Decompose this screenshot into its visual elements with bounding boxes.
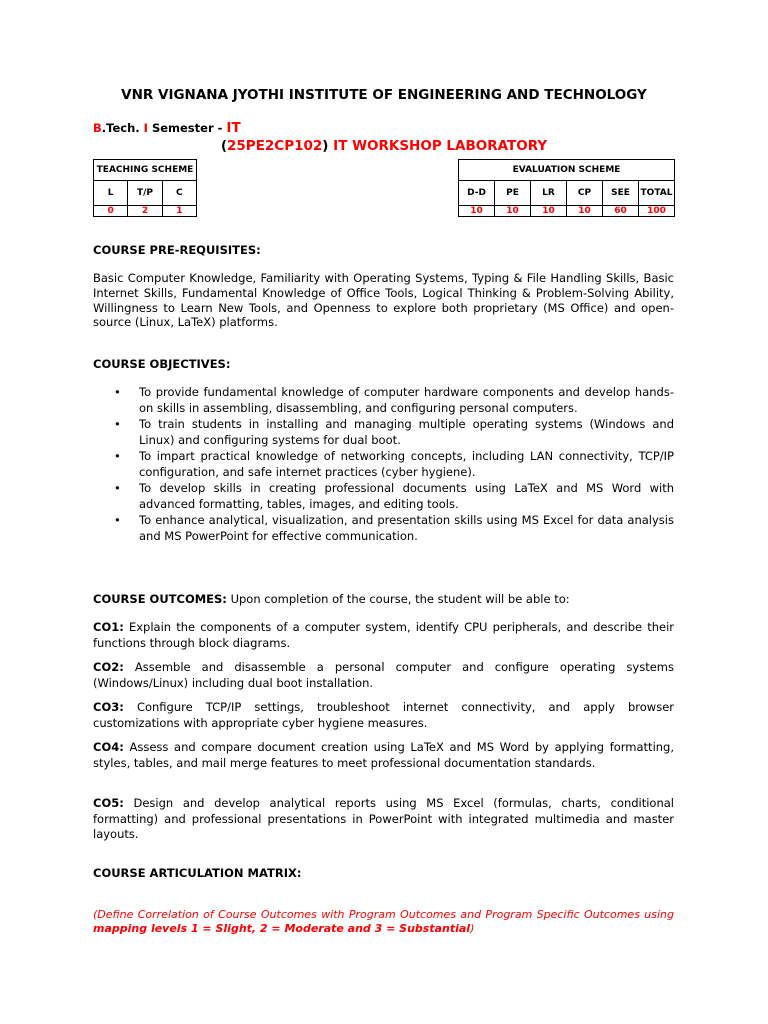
eval-col-total: TOTAL bbox=[639, 181, 675, 206]
outcomes-intro: Upon completion of the course, the student will be able to: bbox=[230, 592, 570, 606]
teaching-val-l: 0 bbox=[94, 206, 128, 217]
bullet-icon: • bbox=[114, 481, 121, 495]
teaching-scheme-table bbox=[93, 159, 197, 217]
articulation-note-levels: mapping levels 1 = Slight, 2 = Moderate and 3 = Substantial bbox=[93, 921, 471, 935]
eval-val-lr: 10 bbox=[531, 206, 567, 217]
evaluation-scheme-table bbox=[458, 159, 675, 217]
outcome-label: CO4: bbox=[93, 740, 124, 754]
course-name: IT WORKSHOP LABORATORY bbox=[333, 138, 548, 154]
objective-text: To impart practical knowledge of networking concepts, including LAN connectivity, TCP/IP configuration, and safe internet practices (cyber hygiene). bbox=[139, 449, 674, 479]
outcome-label: CO3: bbox=[93, 700, 124, 714]
outcome-co3 bbox=[93, 700, 674, 731]
teaching-col-c: C bbox=[162, 181, 196, 206]
semester-line bbox=[93, 120, 241, 136]
outcome-text: Configure TCP/IP settings, troubleshoot internet connectivity, and apply browser customizations with appropriate cyber hygiene measures. bbox=[93, 700, 675, 730]
objectives-heading: COURSE OBJECTIVES: bbox=[93, 357, 231, 371]
bullet-icon: • bbox=[114, 513, 121, 527]
outcomes-intro-line bbox=[93, 592, 674, 608]
eval-col-pe: PE bbox=[495, 181, 531, 206]
outcome-text: Assemble and disassemble a personal computer and configure operating systems (Windows/Linux) including dual boot installation. bbox=[93, 660, 674, 690]
outcome-text: Explain the components of a computer system, identify CPU peripherals, and describe their functions through block diagrams. bbox=[93, 620, 674, 650]
eval-val-cp: 10 bbox=[567, 206, 603, 217]
program-rest: .Tech. bbox=[101, 121, 140, 135]
teaching-val-c: 1 bbox=[162, 206, 196, 217]
eval-val-see: 60 bbox=[603, 206, 639, 217]
course-title bbox=[0, 138, 768, 154]
objective-item bbox=[110, 480, 674, 512]
outcomes-heading: COURSE OUTCOMES: bbox=[93, 592, 227, 606]
teaching-col-l: L bbox=[94, 181, 128, 206]
bullet-icon: • bbox=[114, 417, 121, 431]
branch-name: IT bbox=[226, 120, 241, 136]
objective-text: To enhance analytical, visualization, and presentation skills using MS Excel for data analysis and MS PowerPoint for effective communication. bbox=[139, 513, 674, 543]
outcome-text: Assess and compare document creation using LaTeX and MS Word by applying formatting, styles, tables, and mail merge features to meet professional documentation standards. bbox=[93, 740, 675, 770]
articulation-note bbox=[93, 908, 674, 935]
outcome-label: CO1: bbox=[93, 620, 124, 634]
objective-item bbox=[110, 384, 674, 416]
semester-numeral: I bbox=[143, 121, 148, 135]
outcome-co1 bbox=[93, 620, 674, 651]
eval-val-dd: 10 bbox=[459, 206, 495, 217]
program-letter: B bbox=[93, 121, 102, 135]
course-code: 25PE2CP102 bbox=[227, 138, 323, 154]
articulation-note-plain: (Define Correlation of Course Outcomes with Program Outcomes and Program Specific Outcomes using bbox=[93, 908, 674, 921]
teaching-col-tp: T/P bbox=[128, 181, 162, 206]
outcome-co5 bbox=[93, 796, 674, 843]
prerequisites-text: Basic Computer Knowledge, Familiarity with Operating Systems, Typing & File Handling Skills, Basic Internet Skills, Fundamental Knowledge of Office Tools, Logical Thinking & Problem-Solving Ability, Willingness to Learn New Tools, and Openness to explore both proprietary (MS Office) and open-source (Linux, LaTeX) platforms. bbox=[93, 271, 674, 330]
outcome-co4 bbox=[93, 740, 674, 771]
outcome-co2 bbox=[93, 660, 674, 691]
evaluation-scheme-title: EVALUATION SCHEME bbox=[459, 160, 675, 181]
objective-item bbox=[110, 512, 674, 544]
objective-text: To train students in installing and managing multiple operating systems (Windows and Linux) and configuring systems for dual boot. bbox=[139, 417, 674, 447]
close-paren: ) bbox=[322, 138, 329, 154]
teaching-val-tp: 2 bbox=[128, 206, 162, 217]
open-paren: ( bbox=[220, 138, 228, 154]
outcome-label: CO2: bbox=[93, 660, 124, 674]
eval-col-cp: CP bbox=[567, 181, 603, 206]
objectives-list bbox=[110, 384, 674, 544]
articulation-heading: COURSE ARTICULATION MATRIX: bbox=[93, 866, 302, 880]
bullet-icon: • bbox=[114, 385, 121, 399]
objective-item bbox=[110, 416, 674, 448]
outcome-text: Design and develop analytical reports using MS Excel (formulas, charts, conditional formatting) and professional presentations in PowerPoint with integrated multimedia and master layouts. bbox=[93, 796, 675, 841]
eval-col-dd: D-D bbox=[459, 181, 495, 206]
outcome-label: CO5: bbox=[93, 796, 124, 810]
eval-col-see: SEE bbox=[603, 181, 639, 206]
institute-name: VNR VIGNANA JYOTHI INSTITUTE OF ENGINEERING AND TECHNOLOGY bbox=[121, 87, 647, 103]
bullet-icon: • bbox=[114, 449, 121, 463]
eval-col-lr: LR bbox=[531, 181, 567, 206]
teaching-scheme-title: TEACHING SCHEME bbox=[94, 160, 197, 181]
eval-val-pe: 10 bbox=[495, 206, 531, 217]
articulation-note-end: ) bbox=[470, 921, 475, 935]
prerequisites-heading: COURSE PRE-REQUISITES: bbox=[93, 243, 261, 257]
objective-text: To develop skills in creating professional documents using LaTeX and MS Word with advanced formatting, tables, images, and editing tools. bbox=[139, 481, 674, 511]
objective-text: To provide fundamental knowledge of computer hardware components and develop hands-on skills in assembling, disassembling, and configuring personal computers. bbox=[139, 385, 674, 415]
objective-item bbox=[110, 448, 674, 480]
semester-label: Semester - bbox=[151, 121, 223, 135]
eval-val-total: 100 bbox=[639, 206, 675, 217]
